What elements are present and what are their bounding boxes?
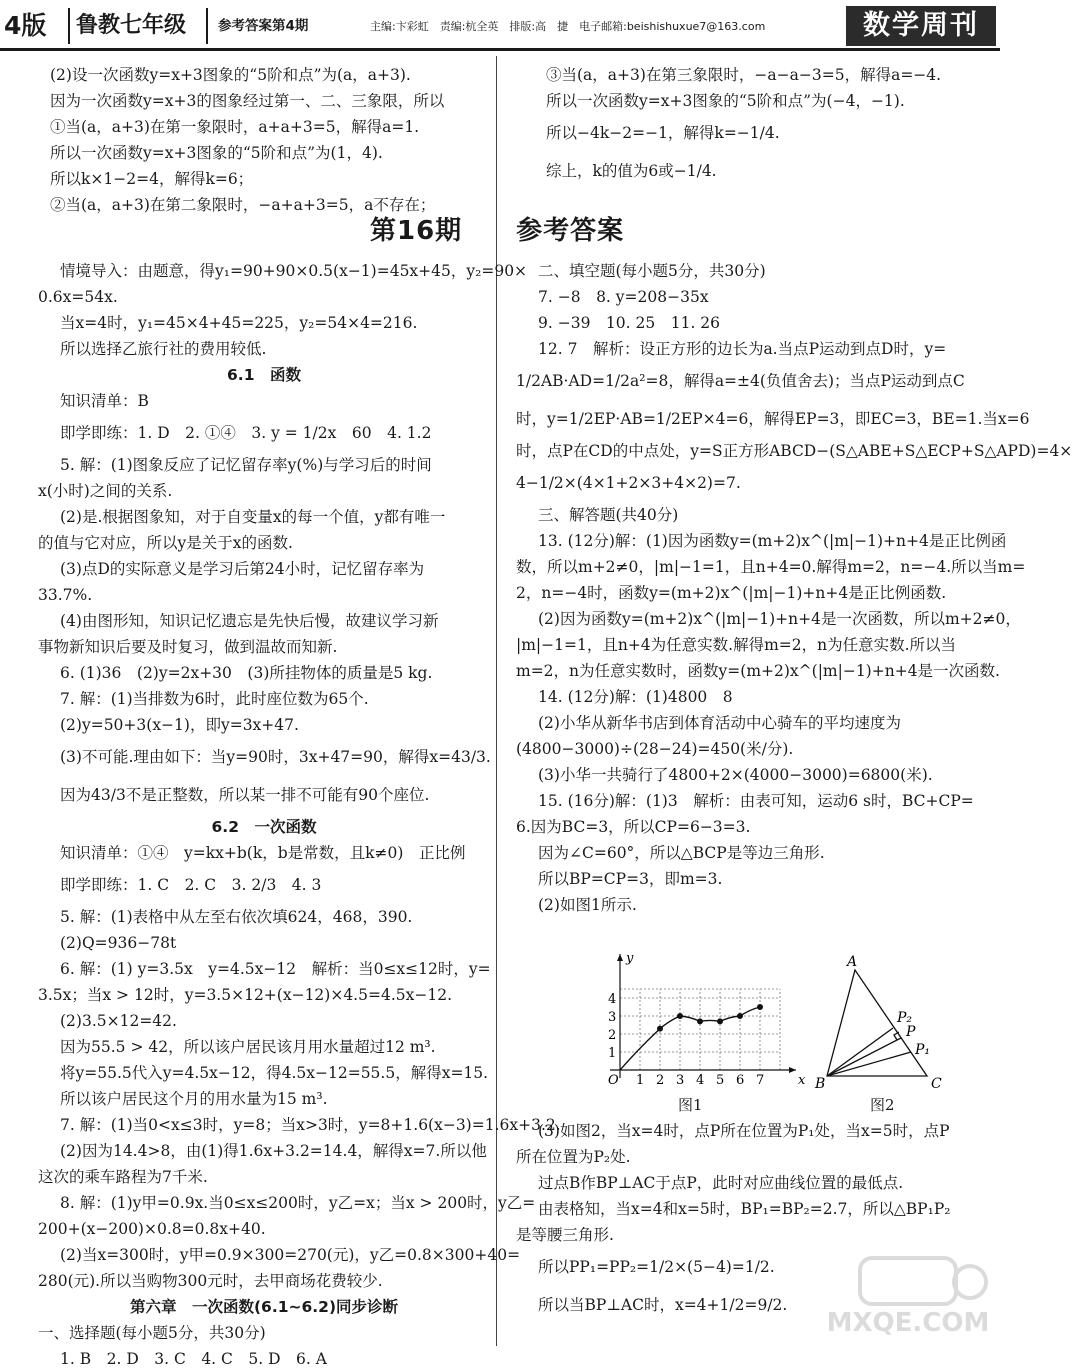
data-point <box>717 1018 723 1024</box>
text-line: (2)因为14.4>8，由(1)得1.6x+3.2=14.4，解得x=7.所以他 <box>60 1142 487 1160</box>
text-line: 13. (12分)解：(1)因为函数y=(m+2)x^(|m|−1)+n+4是正比例函 <box>538 532 1007 550</box>
watermark <box>820 1252 996 1348</box>
text-line: (3)如图2，当x=4时，点P所在位置为P₁处，当x=5时，点P <box>538 1122 950 1140</box>
text-line: 4−1/2×(4×1+2×3+4×2)=7. <box>516 474 741 492</box>
x-tick-label: 2 <box>656 1073 665 1088</box>
vertex-label-a: A <box>847 954 858 970</box>
segment-bp <box>827 1038 901 1076</box>
x-tick-label: 5 <box>716 1073 725 1088</box>
x-axis-label: x <box>798 1073 806 1088</box>
text-line: (2)如图1所示. <box>538 896 637 914</box>
text-line: 9. −39 10. 25 11. 26 <box>538 314 721 332</box>
figure-1-caption: 图1 <box>678 1096 703 1114</box>
text-line: 三、解答题(共40分) <box>538 506 679 524</box>
text-line: 即学即练：1. C 2. C 3. 2/3 4. 3 <box>60 876 322 894</box>
text-line: 33.7%. <box>38 586 93 604</box>
y-tick-label: 2 <box>608 1028 617 1043</box>
vertex-label-p2: P₂ <box>897 1010 913 1026</box>
text-line: (4800−3000)÷(28−24)=450(米/分). <box>516 740 794 758</box>
text-line: 因为一次函数y=x+3的图象经过第一、二、三象限，所以 <box>50 92 445 110</box>
vertex-label-c: C <box>931 1076 942 1092</box>
figure-2-triangle <box>815 948 955 1098</box>
header-rule <box>0 48 1000 51</box>
text-line: 所以BP=CP=3，即m=3. <box>538 870 723 888</box>
text-line: 是等腰三角形. <box>516 1226 614 1244</box>
issue-label: 参考答案第4期 <box>218 18 309 34</box>
text-line: 一、选择题(每小题5分，共30分) <box>38 1324 266 1342</box>
text-line: 因为55.5 > 42，所以该户居民该月用水量超过12 m³. <box>60 1038 436 1056</box>
text-line: (3)不可能.理由如下：当y=90时，3x+47=90，解得x=43/3. <box>60 748 491 766</box>
x-tick-label: 1 <box>636 1073 645 1088</box>
text-line: 综上，k的值为6或−1/4. <box>546 162 717 180</box>
text-line: 将y=55.5代入y=4.5x−12，得4.5x−12=55.5，解得x=15. <box>60 1064 489 1082</box>
text-line: m=2，n为任意实数时，函数y=(m+2)x^(|m|−1)+n+4是一次函数. <box>516 662 1000 680</box>
text-line: (2)3.5×12=42. <box>60 1012 177 1030</box>
grade-label: 鲁教七年级 <box>76 13 187 38</box>
header-divider <box>68 8 70 44</box>
y-tick-label: 1 <box>608 1046 617 1061</box>
text-line: 时，y=1/2EP·AB=1/2EP×4=6，解得EP=3，即EC=3，BE=1.当x=6 <box>516 410 1030 428</box>
x-tick-label: 3 <box>676 1073 685 1088</box>
text-line: (2)当x=300时，y甲=0.9×300=270(元)，y乙=0.8×300+40= <box>60 1246 521 1264</box>
origin-label: O <box>608 1073 619 1088</box>
staff-info: 主编:卞彩虹 责编:杭全英 排版:高 捷 电子邮箱:beishishuxue7@163.com <box>370 20 766 33</box>
subsection-heading: 第六章 一次函数(6.1~6.2)同步诊断 <box>129 1298 399 1316</box>
text-line: 8. 解：(1)y甲=0.9x.当0≤x≤200时，y乙=x；当x > 200时，y乙= <box>60 1194 536 1212</box>
text-line: 12. 7 解析：设正方形的边长为a.当点P运动到点D时，y= <box>538 340 947 358</box>
y-tick-label: 4 <box>608 992 617 1007</box>
data-point <box>757 1004 763 1010</box>
text-line: 6. 解：(1) y=3.5x y=4.5x−12 解析：当0≤x≤12时，y= <box>60 960 491 978</box>
top-left-block <box>50 62 490 218</box>
text-line: 的值与它对应，所以y是关于x的函数. <box>38 534 293 552</box>
text-line: 0.6x=54x. <box>38 288 118 306</box>
text-line: 所以−4k−2=−1，解得k=−1/4. <box>546 124 780 142</box>
text-line: ②当(a，a+3)在第二象限时，−a+a+3=5，a不存在； <box>50 196 436 214</box>
text-line: 所在位置为P₂处. <box>516 1148 631 1166</box>
text-line: 知识清单：B <box>60 392 149 410</box>
text-line: |m|−1=1，且n+4为任意实数.解得m=2，n为任意实数.所以当 <box>516 636 957 654</box>
text-line: 这次的乘车路程为7千米. <box>38 1168 208 1186</box>
watermark-text: MXQE.COM <box>826 1308 990 1338</box>
text-line: 6.因为BC=3，所以CP=6−3=3. <box>516 818 751 836</box>
text-line: 当x=4时，y₁=45×4+45=225，y₂=54×4=216. <box>60 314 418 332</box>
y-axis-arrow <box>617 954 623 961</box>
brand-logo: 数学周刊 <box>846 6 996 46</box>
text-line: (3)点D的实际意义是学习后第24小时，记忆留存率为 <box>60 560 425 578</box>
text-line: 由表格知，当x=4和x=5时，BP₁=BP₂=2.7，所以△BP₁P₂ <box>538 1200 951 1218</box>
text-line: (2)因为函数y=(m+2)x^(|m|−1)+n+4是一次函数，所以m+2≠0， <box>538 610 1021 628</box>
data-point <box>737 1013 743 1019</box>
text-line: 7. 解：(1)当0<x≤3时，y=8；当x>3时，y=8+1.6(x−3)=1.6x+3.2. <box>60 1116 561 1134</box>
text-line: 所以PP₁=PP₂=1/2×(5−4)=1/2. <box>538 1258 775 1276</box>
text-line: x(小时)之间的关系. <box>38 482 173 500</box>
text-line: 即学即练：1. D 2. ①④ 3. y = 1/2x 60 4. 1.2 <box>60 424 432 442</box>
text-line: 二、填空题(每小题5分，共30分) <box>538 262 766 280</box>
text-line: 1. B 2. D 3. C 4. C 5. D 6. A <box>60 1350 327 1368</box>
x-tick-label: 6 <box>736 1073 745 1088</box>
watermark-badge-icon <box>820 1252 996 1312</box>
text-line: 2，n=−4时，函数y=(m+2)x^(|m|−1)+n+4是正比例函数. <box>516 584 947 602</box>
text-line: (2)Q=936−78t <box>60 934 177 952</box>
text-line: (2)设一次函数y=x+3图象的“5阶和点”为(a，a+3). <box>50 66 411 84</box>
text-line: (2)是.根据图象知，对于自变量x的每一个值，y都有唯一 <box>60 508 446 526</box>
text-line: 所以该户居民这个月的用水量为15 m³. <box>60 1090 328 1108</box>
text-line: 所以选择乙旅行社的费用较低. <box>60 340 267 358</box>
text-line: (2)y=50+3(x−1)，即y=3x+47. <box>60 716 299 734</box>
text-line: 因为∠C=60°，所以△BCP是等边三角形. <box>538 844 825 862</box>
text-line: 15. (16分)解：(1)3 解析：由表可知，运动6 s时，BC+CP= <box>538 792 974 810</box>
edition-label: 4版 <box>4 11 47 40</box>
data-point <box>677 1013 683 1019</box>
text-line: 6. (1)36 (2)y=2x+30 (3)所挂物体的质量是5 kg. <box>60 664 433 682</box>
subsection-heading: 6.2 一次函数 <box>211 818 317 836</box>
text-line: 所以k×1−2=4，解得k=6； <box>50 170 254 188</box>
subsection-heading: 6.1 函数 <box>227 366 301 384</box>
page-header <box>0 0 1000 50</box>
segment-bp <box>827 1052 911 1076</box>
text-line: (2)小华从新华书店到体育活动中心骑车的平均速度为 <box>538 714 901 732</box>
text-line: (4)由图形知，知识记忆遗忘是先快后慢，故建议学习新 <box>60 612 439 630</box>
text-line: (3)小华一共骑行了4800+2×(4000−3000)=6800(米). <box>538 766 933 784</box>
segment-bp <box>827 1028 893 1076</box>
header-divider <box>206 8 208 44</box>
figure-2-caption: 图2 <box>870 1096 895 1114</box>
text-line: 情境导入：由题意，得y₁=90+90×0.5(x−1)=45x+45，y₂=90× <box>60 262 528 280</box>
text-line: 知识清单：①④ y=kx+b(k，b是常数，且k≠0) 正比例 <box>60 844 466 862</box>
text-line: 时，点P在CD的中点处，y=S正方形ABCD−(S△ABE+S△ECP+S△APD)=4× <box>516 442 1072 460</box>
vertex-label-p1: P₁ <box>915 1042 931 1058</box>
y-tick-label: 3 <box>608 1010 617 1025</box>
text-line: 过点B作BP⊥AC于点P，此时对应曲线位置的最低点. <box>538 1174 904 1192</box>
section-title: 第16期 参考答案 <box>370 216 625 246</box>
left-column <box>38 258 561 1372</box>
text-line: 7. 解：(1)当排数为6时，此时座位数为65个. <box>60 690 369 708</box>
figure-1-graph <box>590 948 806 1098</box>
text-line: 1/2AB·AD=1/2a²=8，解得a=±4(负值舍去)；当点P运动到点C <box>516 372 965 390</box>
vertex-label-p: P <box>906 1024 916 1040</box>
text-line: 3.5x；当x > 12时，y=3.5×12+(x−12)×4.5=4.5x−12. <box>38 986 452 1004</box>
text-line: ③当(a，a+3)在第三象限时，−a−a−3=5，解得a=−4. <box>546 66 942 84</box>
text-line: 5. 解：(1)表格中从左至右依次填624，468，390. <box>60 908 413 926</box>
text-line: 所以当BP⊥AC时，x=4+1/2=9/2. <box>538 1296 788 1314</box>
text-line: 所以一次函数y=x+3图象的“5阶和点”为(−4，−1). <box>546 92 905 110</box>
vertex-label-b: B <box>815 1076 826 1092</box>
x-axis-arrow <box>789 1067 796 1073</box>
text-line: 数，所以m+2≠0，|m|−1=1，且n+4=0.解得m=2，n=−4.所以当m= <box>516 558 1026 576</box>
text-line: 280(元).所以当购物300元时，去甲商场花费较少. <box>38 1272 383 1290</box>
figures <box>590 948 960 1118</box>
top-right-block <box>546 62 986 190</box>
data-point <box>697 1018 703 1024</box>
text-line: 事物新知识后要及时复习，做到温故而知新. <box>38 638 338 656</box>
text-line: 14. (12分)解：(1)4800 8 <box>538 688 733 706</box>
text-line: 因为43/3不是正整数，所以某一排不可能有90个座位. <box>60 786 430 804</box>
text-line: 200+(x−200)×0.8=0.8x+40. <box>38 1220 266 1238</box>
data-point <box>657 1026 663 1032</box>
y-axis-label: y <box>626 951 634 966</box>
x-tick-label: 7 <box>756 1073 765 1088</box>
x-tick-label: 4 <box>696 1073 705 1088</box>
text-line: 7. −8 8. y=208−35x <box>538 288 709 306</box>
text-line: ①当(a，a+3)在第一象限时，a+a+3=5，解得a=1. <box>50 118 420 136</box>
right-column <box>516 258 1072 918</box>
text-line: 所以一次函数y=x+3图象的“5阶和点”为(1，4). <box>50 144 383 162</box>
text-line: 5. 解：(1)图象反应了记忆留存率y(%)与学习后的时间 <box>60 456 432 474</box>
